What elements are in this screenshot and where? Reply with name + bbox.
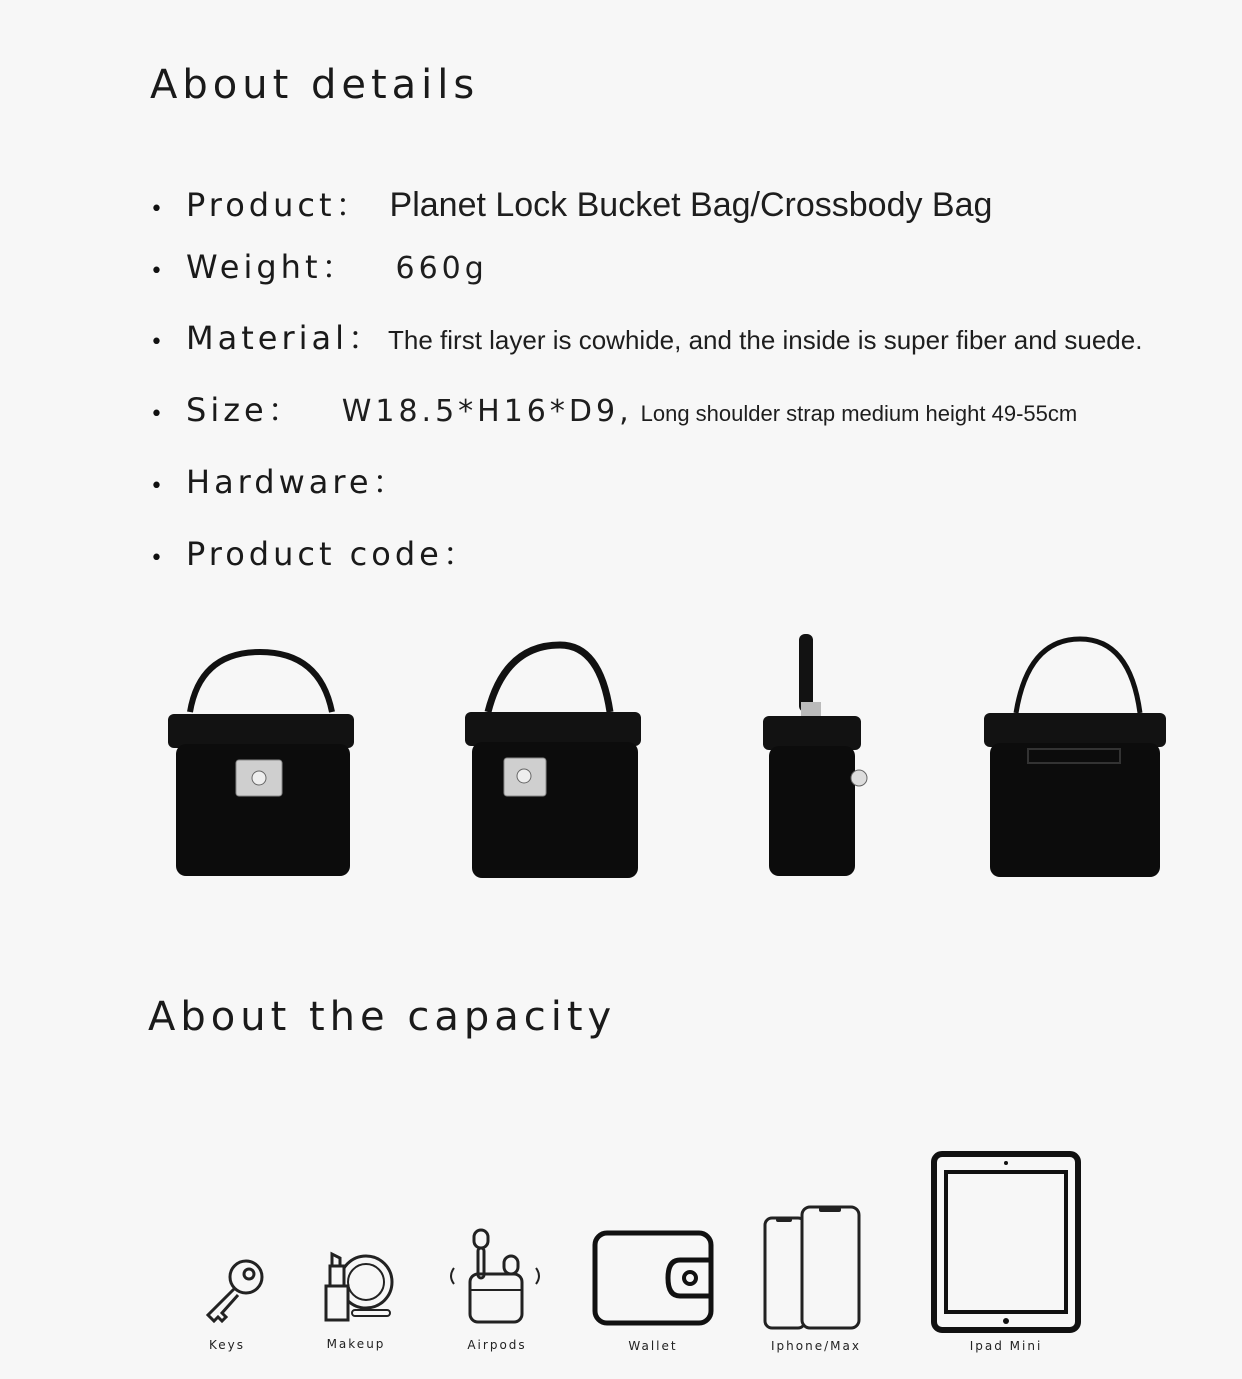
- material-label: Material：: [186, 319, 385, 357]
- product-code-row: [150, 529, 479, 575]
- size-label: Size：: [186, 391, 304, 429]
- weight-label: Weight：: [186, 248, 358, 286]
- ipad-label: Ipad Mini: [969, 1339, 1043, 1353]
- hardware-label: Hardware：: [186, 463, 409, 501]
- product-code-label: Product code：: [186, 535, 479, 573]
- material-value: The first layer is cowhide, and the inside is super fiber and suede.: [388, 325, 1143, 355]
- weight-value: 660g: [395, 251, 488, 286]
- airpods-icon: [440, 1226, 550, 1326]
- bullet: •: [150, 546, 163, 571]
- bag-angled-view: [460, 640, 650, 885]
- bullet: •: [150, 197, 163, 222]
- hardware-row: [150, 457, 409, 503]
- bag-front-view: [160, 640, 360, 885]
- keys-label: Keys: [208, 1338, 245, 1352]
- bag-side-view: [755, 630, 875, 885]
- bullet: •: [150, 259, 163, 284]
- ipad-icon: [930, 1150, 1082, 1334]
- size-value: W18.5*H16*D9,: [341, 394, 633, 429]
- size-row: [150, 385, 1077, 431]
- size-note: Long shoulder strap medium height 49-55cm: [640, 401, 1078, 426]
- product-value: Planet Lock Bucket Bag/Crossbody Bag: [389, 186, 993, 224]
- bullet: •: [150, 402, 163, 427]
- iphone-label: Iphone/Max: [771, 1339, 861, 1353]
- capacity-title: About the capacity: [148, 994, 617, 1040]
- airpods-label: Airpods: [467, 1338, 527, 1352]
- makeup-label: Makeup: [326, 1337, 386, 1351]
- bag-back-view: [980, 635, 1170, 885]
- product-row: [150, 180, 992, 226]
- bullet: •: [150, 474, 163, 499]
- makeup-icon: [318, 1248, 398, 1328]
- bullet: •: [150, 330, 163, 355]
- product-label: Product：: [186, 186, 372, 224]
- key-icon: [200, 1255, 270, 1325]
- iphone-icon: [762, 1204, 864, 1330]
- wallet-label: Wallet: [628, 1339, 678, 1353]
- material-row: [150, 313, 1142, 359]
- weight-row: [150, 242, 488, 288]
- wallet-icon: [592, 1230, 714, 1326]
- details-title: About details: [150, 62, 480, 108]
